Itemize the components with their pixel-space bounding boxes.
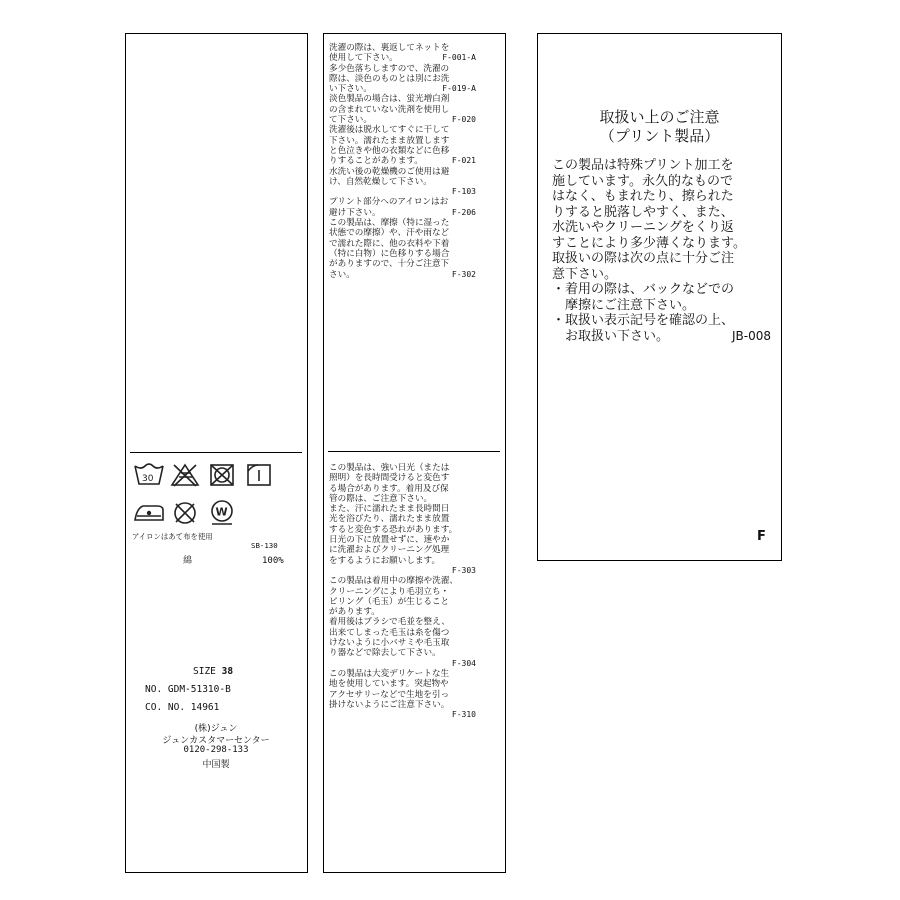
instruction-line xyxy=(329,208,476,218)
notice-line xyxy=(552,158,777,174)
instruction-line xyxy=(329,270,476,280)
instruction-text: ピリング（毛玉）が生じること xyxy=(329,596,450,607)
instruction-text: 下さい。濡れたまま放置します xyxy=(329,135,450,146)
notice-code: JB-008 xyxy=(731,328,771,343)
instruction-line xyxy=(329,105,476,115)
instruction-text: に洗濯およびクリーニング処理 xyxy=(329,545,450,556)
instruction-line xyxy=(329,494,476,504)
no-tumble-dry-icon xyxy=(211,465,233,485)
no-bleach-icon xyxy=(172,465,198,486)
notice-text: ・取扱い表示記号を確認の上、 xyxy=(552,313,735,328)
instruction-line xyxy=(329,249,476,259)
instruction-line xyxy=(329,64,476,74)
instruction-line xyxy=(329,197,476,207)
notice-line xyxy=(552,189,777,205)
instruction-text: けないように小バサミや毛玉取 xyxy=(329,638,450,649)
instruction-text: と色泣きや他の衣類などに色移 xyxy=(329,145,450,156)
instruction-line xyxy=(329,525,476,535)
instruction-text: 水洗い後の乾燥機のご使用は避 xyxy=(329,166,450,177)
product-number: NO. GDM-51310-B xyxy=(145,684,231,695)
instruction-text: この製品は、摩擦（特に湿った xyxy=(329,218,450,229)
instruction-line xyxy=(329,177,476,187)
instruction-text: て下さい。 xyxy=(329,115,372,126)
notice-title: 取扱い上のご注意 xyxy=(599,108,720,126)
notice-text: りすると脱落しやすく、また、 xyxy=(552,204,734,220)
divider xyxy=(130,452,302,453)
instruction-line xyxy=(329,125,476,135)
size-label: SIZE xyxy=(193,666,216,677)
instruction-text: この製品は大変デリケートな生 xyxy=(329,668,450,679)
wash-30-icon xyxy=(135,464,163,484)
instruction-text: 地を使用しています。突起物や xyxy=(329,679,449,690)
instruction-code: F-103 xyxy=(451,187,476,197)
instruction-code: F-304 xyxy=(451,658,476,668)
instruction-code: F-019-A xyxy=(442,84,476,94)
instruction-text: り器などで除去して下さい。 xyxy=(329,648,441,659)
instruction-text: け、自然乾燥して下さい。 xyxy=(329,176,432,187)
instruction-code: F-303 xyxy=(451,565,476,575)
notice-line xyxy=(552,205,777,221)
corner-mark: F xyxy=(757,529,766,544)
notice-line xyxy=(552,313,777,329)
care-code: SB-130 xyxy=(251,541,278,550)
instruction-line xyxy=(329,556,476,566)
instruction-text: の含まれていない洗剤を使用し xyxy=(329,104,450,115)
country-of-origin: 中国製 xyxy=(202,760,230,770)
instruction-line xyxy=(329,218,476,228)
size-line xyxy=(193,666,233,677)
notice-line xyxy=(552,220,777,236)
instruction-text: 際は、淡色のものとは別にお洗 xyxy=(329,73,450,84)
svg-text:30: 30 xyxy=(142,474,154,484)
customer-center: ジュンカスタマーセンター xyxy=(162,736,270,746)
instruction-text: 避け下さい。 xyxy=(329,207,381,218)
instruction-code: F-020 xyxy=(451,115,476,125)
instruction-text: があります。 xyxy=(329,607,380,618)
instruction-line xyxy=(329,84,476,94)
notice-text: 意下さい。 xyxy=(552,266,618,282)
instruction-line xyxy=(329,710,476,720)
instruction-line xyxy=(329,679,476,689)
notice-text: ・着用の際は、バックなどでの xyxy=(552,282,735,297)
instruction-text: で濡れた際に、他の衣料や下着 xyxy=(329,238,450,249)
instruction-line xyxy=(329,43,476,53)
instruction-line xyxy=(329,617,476,627)
iron-note: アイロンはあて布を使用 xyxy=(132,532,213,541)
notice-text: 摩擦にご注意下さい。 xyxy=(552,297,696,313)
instruction-text: すると変色する恐れがあります。 xyxy=(329,524,458,535)
instruction-line xyxy=(329,187,476,197)
instruction-line xyxy=(329,690,476,700)
instruction-text: 光を浴びたり、濡れたまま放置 xyxy=(329,514,450,525)
phone-number: 0120-298-133 xyxy=(183,745,249,755)
instruction-line xyxy=(329,628,476,638)
instruction-text: がありますので、十分ご注意下 xyxy=(329,259,450,270)
instruction-text: 多少色落ちしますので、洗濯の xyxy=(329,63,450,74)
instruction-line xyxy=(329,597,476,607)
instruction-code: F-021 xyxy=(451,156,476,166)
instruction-text: さい。 xyxy=(329,269,355,280)
material: 綿 xyxy=(183,556,193,566)
instruction-text: アクセサリーなどで生地を引っ xyxy=(329,689,450,700)
no-dry-clean-icon xyxy=(175,503,195,523)
care-instructions-bottom xyxy=(329,463,476,720)
notice-line xyxy=(552,174,777,190)
instruction-code: F-310 xyxy=(451,710,476,720)
notice-subtitle: （プリント製品） xyxy=(599,127,720,145)
instruction-text: この製品は着用中の摩擦や洗濯、 xyxy=(329,576,458,587)
instruction-text: 掛けないようにご注意下さい。 xyxy=(329,699,450,710)
instruction-line xyxy=(329,239,476,249)
instruction-code: F-206 xyxy=(451,207,476,217)
instruction-line xyxy=(329,94,476,104)
instruction-line xyxy=(329,463,476,473)
instruction-text: また、汗に濡れたまま長時間日 xyxy=(329,504,450,515)
instruction-text: い下さい。 xyxy=(329,84,372,95)
instruction-line xyxy=(329,156,476,166)
instruction-line xyxy=(329,115,476,125)
instruction-line xyxy=(329,587,476,597)
instruction-text: 管の際は、ご注意下さい。 xyxy=(329,493,433,504)
instruction-line xyxy=(329,136,476,146)
instruction-line xyxy=(329,473,476,483)
instruction-line xyxy=(329,545,476,555)
instruction-code: F-302 xyxy=(451,269,476,279)
instruction-line xyxy=(329,228,476,238)
instruction-text: をするようにお願いします。 xyxy=(329,555,441,566)
notice-text: 水洗いやクリーニングをくり返 xyxy=(552,220,734,235)
notice-line xyxy=(552,329,777,345)
instruction-line xyxy=(329,659,476,669)
instruction-line xyxy=(329,566,476,576)
notice-text: この製品は特殊プリント加工を xyxy=(552,158,734,173)
notice-line xyxy=(552,267,777,283)
instruction-text: 使用して下さい。 xyxy=(329,53,398,64)
instruction-line xyxy=(329,167,476,177)
instruction-line xyxy=(329,535,476,545)
care-symbols xyxy=(133,462,283,526)
company-name: (株)ジュン xyxy=(194,724,238,734)
instruction-text: 洗濯の際は、裏返してネットを xyxy=(329,43,450,53)
instruction-line xyxy=(329,484,476,494)
instruction-text: 照明）を長時間受けると変色す xyxy=(329,473,450,484)
notice-line xyxy=(552,298,777,314)
instruction-text: クリーニングにより毛羽立ち・ xyxy=(329,586,450,597)
notice-text: はなく、もまれたり、擦られた xyxy=(552,189,734,204)
instruction-code: F-001-A xyxy=(442,53,476,63)
notice-line xyxy=(552,236,777,252)
instruction-line xyxy=(329,576,476,586)
notice-text: お取扱い下さい。 xyxy=(552,328,670,344)
instruction-line xyxy=(329,700,476,710)
co-number: CO. NO. 14961 xyxy=(145,702,220,713)
svg-text:W: W xyxy=(215,505,228,519)
wet-clean-icon xyxy=(212,501,232,524)
instruction-text: この製品は、強い日光（または xyxy=(329,463,450,473)
size-value: 38 xyxy=(221,666,234,677)
instruction-text: 着用後はブラシで毛並を整え、 xyxy=(329,617,450,628)
instruction-line xyxy=(329,259,476,269)
instruction-line xyxy=(329,504,476,514)
notice-line xyxy=(552,282,777,298)
notice-text: 取扱いの際は次の点に十分ご注 xyxy=(552,251,735,266)
instruction-text: 洗濯後は脱水してすぐに干して xyxy=(329,125,450,136)
instruction-line xyxy=(329,607,476,617)
instruction-line xyxy=(329,514,476,524)
instruction-text: る場合があります。着用及び保 xyxy=(329,483,449,494)
instruction-line xyxy=(329,638,476,648)
instruction-line xyxy=(329,74,476,84)
instruction-text: 日光の下に放置せずに、速やか xyxy=(329,535,450,546)
notice-text: 施しています。永久的なもので xyxy=(552,173,733,189)
notice-line xyxy=(552,251,777,267)
notice-text: すことにより多少薄くなります。 xyxy=(552,235,746,251)
instruction-text: 出来てしまった毛玉は糸を傷つ xyxy=(329,627,450,638)
instruction-line xyxy=(329,53,476,63)
instruction-text: 淡色製品の場合は、蛍光増白剤 xyxy=(329,94,450,105)
instruction-text: （特に白物）に色移りする場合 xyxy=(329,248,450,259)
line-dry-icon xyxy=(248,465,270,485)
instruction-text: プリント部分へのアイロンはお xyxy=(329,197,449,208)
iron-low-with-cloth-icon xyxy=(135,506,163,520)
instruction-line xyxy=(329,669,476,679)
care-instructions-top xyxy=(329,43,476,280)
instruction-line xyxy=(329,648,476,658)
instruction-line xyxy=(329,146,476,156)
instruction-text: 状態での摩擦）や、汗や雨など xyxy=(329,228,450,239)
instruction-text: りすることがあります。 xyxy=(329,156,423,167)
divider xyxy=(328,451,500,452)
notice-body xyxy=(552,158,777,344)
care-symbol-grid xyxy=(133,462,283,526)
material-percent: 100% xyxy=(262,556,284,566)
